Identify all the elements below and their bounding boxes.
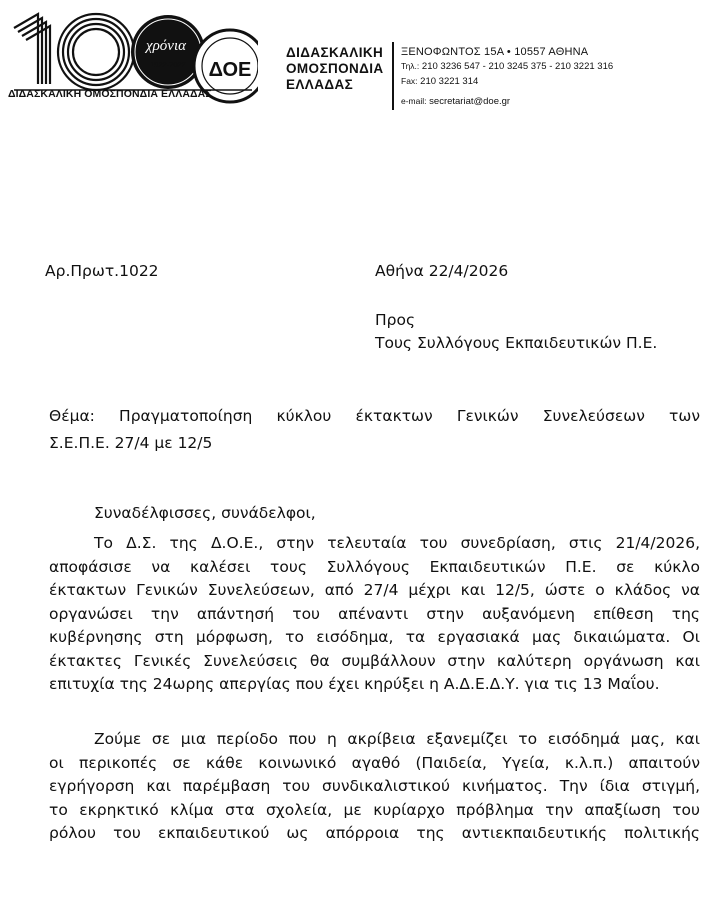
phone-numbers: 210 3236 547 - 210 3245 375 - 210 3221 316 [421,61,614,72]
email-label: e-mail: [401,96,427,106]
fax-label: Fax: [401,76,418,86]
paragraph-line: έκτακτων Γενικών Συνελεύσεων, από 27/4 μέχρι και 12/5, ώστε ο κλάδος να [49,581,700,599]
paragraph-line: ρόλου του εκπαιδευτικού ως απόρροια της αντιεκπαιδευτικής πολιτικής [49,824,700,842]
phone-label: Τηλ.: [401,61,420,71]
header-divider [392,42,394,110]
paragraph-line: έκτακτες Γενικές Συνελεύσεις θα συμβάλλουν στην καλύτερη οργάνωση και [49,651,700,670]
paragraph-line: οργανώσει την απάντησή του απέναντι στην αυξανόμενη επίθεση της [49,604,700,623]
protocol-number: Αρ.Πρωτ.1022 [45,262,159,280]
address: ΞΕΝΟΦΩΝΤΟΣ 15Α • 10557 ΑΘΗΝΑ [401,46,589,58]
organization-name [286,45,384,93]
recipient-label: Προς [375,311,416,329]
fax-number: 210 3221 314 [420,76,479,87]
paragraph-line: επιτυχία της 24ωρης απεργίας που έχει κηρύξει η Α.Δ.Ε.Δ.Υ. για τις 13 Μαΐου. [49,675,660,693]
org-name-line: ΔΙΔΑΣΚΑΛΙΚΗ [286,45,384,60]
org-name-line: ΕΛΛΑΔΑΣ [286,77,354,92]
subject-line: Σ.Ε.Π.Ε. 27/4 με 12/5 [49,434,213,452]
paragraph-line: το εκρηκτικό κλίμα στα σχολεία, με κυρίαρχο πρόβλημα την απαξίωση του [49,800,700,819]
phone-row [401,59,613,74]
greeting: Συναδέλφισσες, συνάδελφοι, [94,504,316,522]
paragraph-1 [49,532,700,697]
paragraph-line: Το Δ.Σ. της Δ.Ο.Ε., στην τελευταία του συνεδρίαση, στις 21/4/2026, [94,534,700,552]
paragraph-2 [49,728,700,846]
fax-row [401,74,613,89]
paragraph-line: οι περικοπές σε κάθε κοινωνικό αγαθό (Παιδεία, Υγεία, κ.λ.π.) απαιτούν [49,753,700,772]
email-address[interactable]: secretariat@doe.gr [429,96,511,107]
subject-line: Θέμα: Πραγματοποίηση κύκλου έκτακτων Γενικών Συνελεύσεων των [49,407,700,425]
logo-acronym: ΔΟΕ [208,59,252,81]
paragraph-line: Ζούμε σε μια περίοδο που η ακρίβεια εξανεμίζει το εισόδημά μας, και [94,730,700,748]
paragraph-line: αποφάσισε να καλέσει τους Συλλόγους Εκπαιδευτικών Π.Ε. σε κύκλο [49,557,700,576]
logo-word: χρόνια [146,38,186,54]
contact-block [401,45,613,109]
recipient: Τους Συλλόγους Εκπαιδευτικών Π.Ε. [375,334,658,352]
org-name-line: ΟΜΟΣΠΟΝΔΙΑ [286,61,384,76]
logo-years: 1922-2022 [150,60,186,69]
logo-tagline: ΔΙΔΑΣΚΑΛΙΚΗ ΟΜΟΣΠΟΝΔΙΑ ΕΛΛΑΔΑΣ [8,88,212,100]
letter-date: Αθήνα 22/4/2026 [375,262,509,280]
paragraph-line: εγρήγορση και παρέμβαση του συνδικαλιστικού κινήματος. Την ίδια στιγμή, [49,777,700,795]
subject [49,403,700,457]
email-row [401,94,613,109]
paragraph-line: κυβέρνησης στη μόρφωση, το εισόδημα, τα εργασιακά μας δικαιώματα. Οι [49,628,700,646]
